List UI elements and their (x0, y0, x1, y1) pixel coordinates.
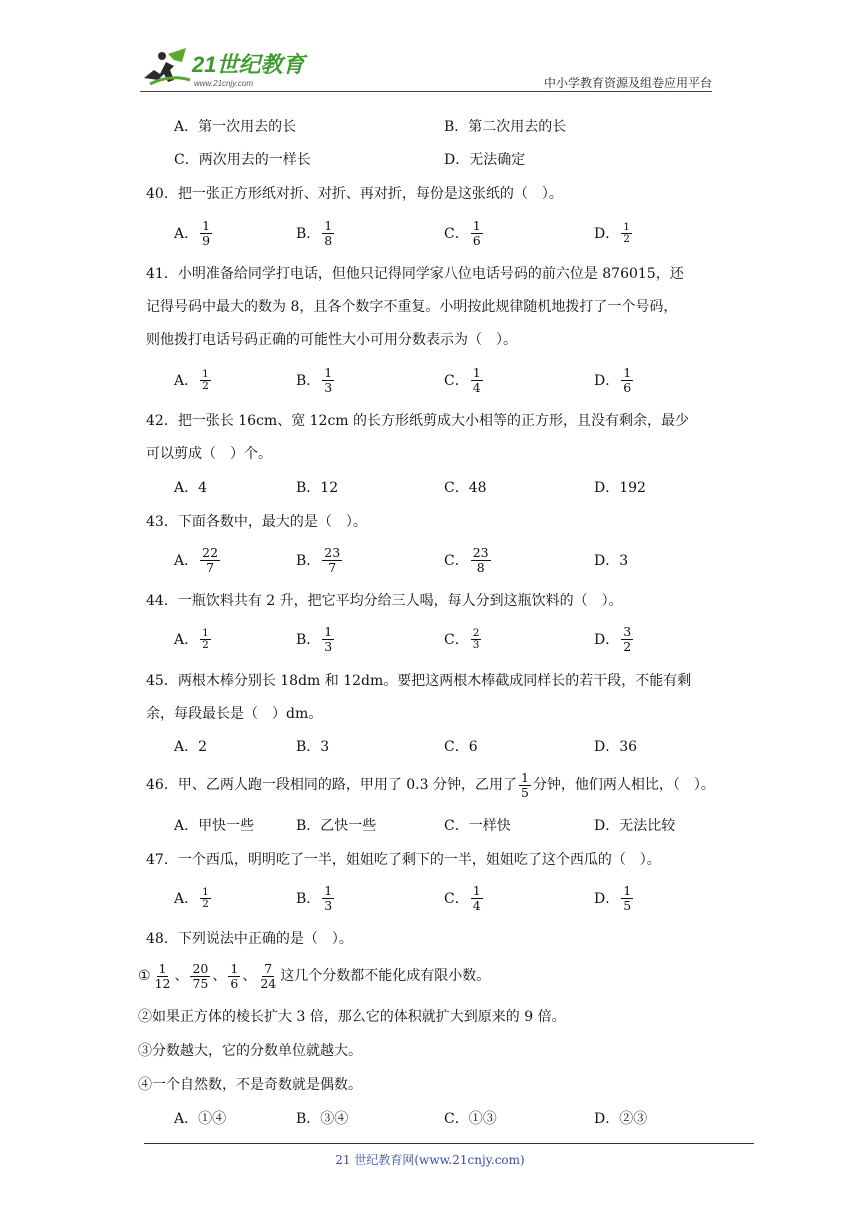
q45-option-d[interactable]: D．36 (594, 739, 638, 755)
q45-option-c[interactable]: C．6 (444, 739, 478, 755)
option-label: D． (594, 632, 620, 648)
q44-option-b[interactable] (296, 620, 336, 658)
q48-option-b[interactable]: B．③④ (296, 1111, 349, 1127)
numerator: 1 (230, 960, 239, 976)
runner-icon (144, 48, 190, 84)
q42-text-line2: 可以剪成（ ）个。 (146, 446, 272, 462)
numerator: 1 (472, 882, 481, 898)
numerator: 1 (324, 217, 333, 233)
denominator: 6 (230, 975, 239, 991)
q42-option-a[interactable]: A．4 (174, 480, 208, 496)
denominator: 8 (324, 232, 333, 248)
q45-text-line1: 45．两根木棒分别长 18dm 和 12dm。要把这两根木棒截成同样长的若干段，不能有剩 (146, 673, 692, 689)
denominator: 9 (202, 232, 211, 248)
q48-option-a[interactable]: A．①④ (174, 1111, 227, 1127)
q41-option-b[interactable] (296, 361, 336, 399)
denominator: 3 (324, 638, 333, 654)
fraction (190, 962, 210, 991)
q39-option-b[interactable]: B．第二次用去的长 (444, 119, 567, 135)
q45-option-a[interactable]: A．2 (174, 739, 208, 755)
q46-option-a[interactable]: A．甲快一些 (174, 818, 255, 834)
fraction (258, 962, 278, 991)
numerator: 1 (472, 217, 481, 233)
q46-option-c[interactable]: C．一样快 (444, 818, 511, 834)
q39-options-2 (174, 140, 734, 178)
denominator: 2 (623, 638, 632, 654)
denominator: 3 (472, 638, 480, 651)
statement-text: 这几个分数都不能化成有限小数。 (280, 968, 491, 984)
q42-text-line1: 42．把一张长 16cm、宽 12cm 的长方形纸剪成大小相等的正方形，且没有剩余，最少 (146, 413, 690, 429)
denominator: 12 (154, 975, 171, 991)
denominator: 6 (472, 232, 481, 248)
q40-option-b[interactable] (296, 214, 336, 252)
q40-option-a[interactable] (174, 214, 214, 252)
numerator: 1 (472, 364, 481, 380)
numerator: 3 (623, 623, 632, 639)
q43-option-c[interactable] (444, 541, 493, 579)
q48-option-d[interactable]: D．②③ (594, 1111, 648, 1127)
fraction (200, 546, 220, 575)
numerator: 1 (324, 623, 333, 639)
q41-option-d[interactable] (594, 361, 635, 399)
separator: 、 (212, 968, 227, 984)
fraction (200, 369, 211, 392)
q43-option-a[interactable] (174, 541, 222, 579)
numerator: 1 (623, 220, 630, 233)
option-label: B． (296, 373, 321, 389)
q44-options (174, 620, 734, 658)
denominator: 7 (206, 559, 215, 575)
q48-text: 48．下列说法中正确的是（ ）。 (146, 931, 353, 947)
q41-text-line3: 则他拨打电话号码正确的可能性大小可用分数表示为（ ）。 (146, 332, 517, 348)
numerator: 1 (623, 364, 632, 380)
option-label: C． (444, 226, 469, 242)
fraction (471, 219, 483, 248)
q39-option-d[interactable]: D．无法确定 (444, 152, 526, 168)
q47-option-a[interactable] (174, 879, 213, 917)
fraction (322, 546, 342, 575)
q46-text-pre: 46．甲、乙两人跑一段相同的路，甲用了 0.3 分钟，乙用了 (146, 777, 517, 793)
denominator: 2 (202, 379, 209, 392)
denominator: 4 (472, 379, 481, 395)
option-label: A． (174, 553, 199, 569)
footer-text[interactable]: 21 世纪教育网(www.21cnjy.com) (335, 1153, 525, 1167)
q47-options (174, 879, 734, 917)
header-divider (140, 91, 712, 92)
option-label: A． (174, 373, 199, 389)
separator: 、 (174, 968, 189, 984)
q46-option-d[interactable]: D．无法比较 (594, 818, 676, 834)
option-label: C． (444, 553, 469, 569)
q43-option-b[interactable] (296, 541, 344, 579)
q42-options (174, 468, 734, 506)
option-label: B． (296, 632, 321, 648)
q48-statement-4: ④一个自然数，不是奇数就是偶数。 (138, 1077, 362, 1093)
fraction (322, 366, 334, 395)
page-header (140, 44, 712, 92)
footer-divider (144, 1143, 754, 1144)
statement-marker: ① (138, 968, 151, 984)
q46-text (146, 766, 715, 804)
fraction (471, 366, 483, 395)
option-label: A． (174, 226, 199, 242)
q42-option-d[interactable]: D．192 (594, 480, 646, 496)
q40-option-d[interactable] (594, 214, 634, 252)
numerator: 1 (202, 217, 211, 233)
q41-option-a[interactable] (174, 361, 213, 399)
q48-statement-2: ②如果正方体的棱长扩大 3 倍，那么它的体积就扩大到原来的 9 倍。 (138, 1009, 566, 1025)
q45-text-line2: 余，每段最长是（ ）dm。 (146, 706, 323, 722)
numerator: 1 (324, 364, 333, 380)
denominator: 24 (260, 975, 277, 991)
q47-option-c[interactable] (444, 879, 485, 917)
q46-option-b[interactable]: B．乙快一些 (296, 818, 377, 834)
q43-options (174, 541, 734, 579)
fraction (200, 628, 211, 651)
denominator: 5 (520, 784, 529, 800)
numerator: 1 (324, 882, 333, 898)
numerator: 1 (202, 626, 209, 639)
denominator: 2 (202, 897, 209, 910)
denominator: 6 (623, 379, 632, 395)
fraction (471, 628, 482, 651)
numerator: 1 (202, 885, 209, 898)
q41-text-line2: 记得号码中最大的数为 8，且各个数字不重复。小明按此规律随机地拨打了一个号码， (146, 299, 678, 315)
q46-options (174, 806, 734, 844)
fraction (322, 219, 334, 248)
fraction (621, 222, 632, 245)
option-label: B． (296, 226, 321, 242)
option-label: C． (444, 891, 469, 907)
denominator: 2 (202, 638, 209, 651)
q39-option-c[interactable]: C．两次用去的一样长 (174, 152, 311, 168)
logo-text: 21世纪教育 (192, 52, 305, 77)
fraction (471, 546, 491, 575)
numerator: 23 (324, 544, 341, 560)
denominator: 3 (324, 379, 333, 395)
denominator: 4 (472, 897, 481, 913)
fraction (519, 771, 531, 800)
option-label: C． (444, 373, 469, 389)
numerator: 1 (623, 882, 632, 898)
fraction (471, 884, 483, 913)
logo (140, 44, 340, 90)
denominator: 3 (324, 897, 333, 913)
fraction (200, 887, 211, 910)
option-label: D． (594, 226, 620, 242)
q44-option-d[interactable] (594, 620, 635, 658)
numerator: 22 (202, 544, 219, 560)
q47-option-b[interactable] (296, 879, 336, 917)
q41-options (174, 361, 734, 399)
q48-statement-3: ③分数越大，它的分数单位就越大。 (138, 1043, 362, 1059)
numerator: 7 (264, 960, 273, 976)
fraction (200, 219, 212, 248)
q43-text: 43．下面各数中，最大的是（ ）。 (146, 514, 367, 530)
q44-option-a[interactable] (174, 620, 213, 658)
denominator: 75 (192, 975, 209, 991)
denominator: 8 (476, 559, 485, 575)
logo-url: www.21cnjy.com (194, 79, 253, 88)
q40-options (174, 214, 734, 252)
q47-option-d[interactable] (594, 879, 635, 917)
option-label: B． (296, 553, 321, 569)
q44-option-c[interactable] (444, 620, 483, 658)
denominator: 2 (623, 232, 630, 245)
q46-text-post: 分钟，他们两人相比，（ ）。 (532, 777, 715, 793)
q43-option-d[interactable]: D．3 (594, 553, 629, 569)
denominator: 7 (328, 559, 337, 575)
q41-text-line1: 41．小明准备给同学打电话，但他只记得同学家八位电话号码的前六位是 876015，还 (146, 266, 684, 282)
q44-text: 44．一瓶饮料共有 2 升，把它平均分给三人喝，每人分到这瓶饮料的（ ）。 (146, 593, 623, 609)
fraction (621, 625, 633, 654)
q39-option-a[interactable]: A．第一次用去的长 (174, 119, 297, 135)
option-label: A． (174, 891, 199, 907)
fraction (228, 962, 240, 991)
q47-text: 47．一个西瓜，明明吃了一半，姐姐吃了剩下的一半，姐姐吃了这个西瓜的（ ）。 (146, 852, 661, 868)
option-label: C． (444, 632, 469, 648)
denominator: 5 (623, 897, 632, 913)
fraction (621, 366, 633, 395)
q45-option-b[interactable]: B．3 (296, 739, 330, 755)
numerator: 20 (192, 960, 209, 976)
option-label: D． (594, 891, 620, 907)
numerator: 2 (472, 626, 480, 639)
numerator: 1 (158, 960, 167, 976)
q40-text: 40．把一张正方形纸对折、对折、再对折，每份是这张纸的（ ）。 (146, 186, 563, 202)
platform-title: 中小学教育资源及组卷应用平台 (543, 76, 712, 90)
numerator: 1 (202, 367, 209, 380)
q48-option-c[interactable]: C．①③ (444, 1111, 497, 1127)
option-label: B． (296, 891, 321, 907)
fraction (322, 625, 334, 654)
separator: 、 (242, 968, 257, 984)
fraction (621, 884, 633, 913)
option-label: A． (174, 632, 199, 648)
fraction (322, 884, 334, 913)
numerator: 23 (472, 544, 489, 560)
q48-statement-1 (138, 957, 490, 995)
q40-option-c[interactable] (444, 214, 485, 252)
q45-options (174, 727, 734, 765)
option-label: D． (594, 373, 620, 389)
q48-options (174, 1099, 734, 1137)
fraction (153, 962, 173, 991)
q41-option-c[interactable] (444, 361, 485, 399)
q42-option-c[interactable]: C．48 (444, 480, 487, 496)
q42-option-b[interactable]: B．12 (296, 480, 339, 496)
numerator: 1 (520, 769, 529, 785)
